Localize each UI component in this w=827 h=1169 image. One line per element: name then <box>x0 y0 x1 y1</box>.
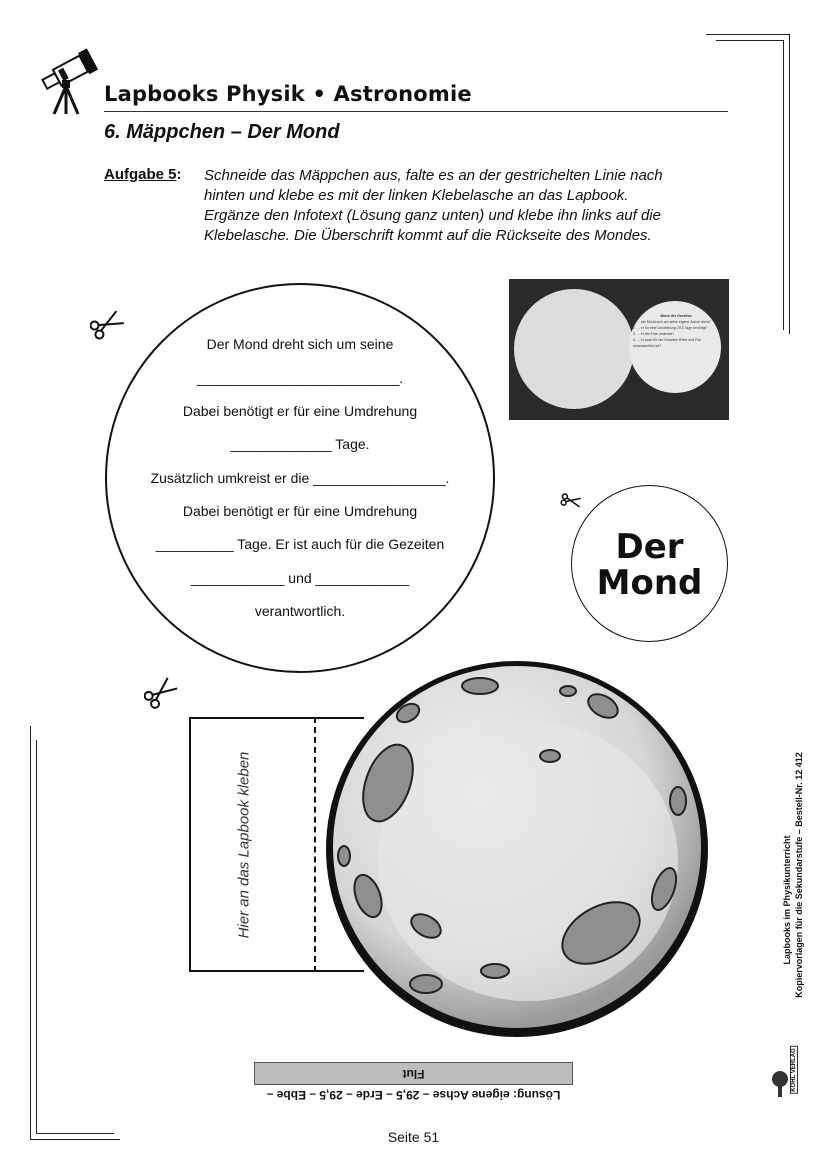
photo-card-line: 1. ... der Mond sich um seine eigene Achse dreht? <box>633 320 711 324</box>
example-photo <box>509 279 729 420</box>
info-line: Der Mond dreht sich um seine <box>206 336 394 352</box>
photo-card-line: 4. ... er auch für die Gezeiten Ebbe und Flut verantwortlich ist? <box>633 338 701 348</box>
glue-tab-label: Hier an das Lapbook kleben <box>235 751 253 939</box>
frame-line-left-inner <box>36 740 37 1134</box>
info-line: verantwortlich. <box>254 603 346 619</box>
publisher-logo <box>770 1040 800 1100</box>
frame-line-top <box>706 34 790 35</box>
solution-box <box>254 1062 573 1102</box>
scissors-icon <box>144 676 180 712</box>
title-line-2: Mond <box>596 563 703 603</box>
info-line: Zusätzlich umkreist er die _________________. <box>150 470 450 486</box>
task-line: hinten und klebe es mit der linken Klebelasche an das Lapbook. <box>204 187 629 204</box>
header-rule <box>104 111 728 112</box>
fold-line <box>314 717 316 972</box>
frame-line-left <box>30 726 31 1140</box>
photo-card-line: 2. ... er für eine Umdrehung 29,5 Tage benötigt? <box>633 326 708 330</box>
info-line: ____________ und ____________ <box>190 570 409 586</box>
info-line: _____________ Tage. <box>230 436 370 452</box>
frame-line-top-inner <box>716 40 784 41</box>
telescope-icon <box>36 48 104 116</box>
scissors-icon <box>560 491 582 513</box>
info-line: __________ Tage. Er ist auch für die Gezeiten <box>155 536 445 552</box>
title-line-1: Der <box>615 527 684 567</box>
info-line: __________________________. <box>196 370 404 386</box>
info-line: Dabei benötigt er für eine Umdrehung <box>182 403 418 419</box>
header-title: Lapbooks Physik • Astronomie <box>104 82 472 106</box>
side-credit-line: Kopiervorlagen für die Sekundarstufe – Bestell-Nr. 12 412 <box>794 752 804 998</box>
info-line: Dabei benötigt er für eine Umdrehung <box>182 503 418 519</box>
photo-moon-disc <box>514 289 634 409</box>
solution-text: Lösung: eigene Achse – 29,5 – Erde – 29,5 – Ebbe – Flut <box>266 1067 561 1102</box>
task-label-colon: : <box>176 166 182 183</box>
task-line: Schneide das Mäppchen aus, falte es an der gestrichelten Linie nach <box>204 167 663 184</box>
task-line: Ergänze den Infotext (Lösung ganz unten) und klebe ihn links auf die <box>204 207 661 224</box>
task-instructions <box>204 166 729 246</box>
page-number: Seite 51 <box>387 1129 440 1145</box>
photo-card-text <box>633 313 719 349</box>
task-label-text: Aufgabe 5 <box>104 166 177 183</box>
side-credit-line: Lapbooks im Physikunterricht <box>782 835 792 965</box>
photo-card-line: 3. ... er die Erde umkreist? <box>633 332 675 336</box>
publisher-name: KOHL VERLAG <box>791 1048 797 1092</box>
frame-line-right-inner <box>783 40 784 330</box>
section-title: 6. Mäppchen – Der Mond <box>104 121 340 143</box>
task-label <box>104 166 182 183</box>
photo-card-line: Mond der Gezeiten <box>660 314 692 318</box>
moon-illustration <box>318 661 710 1041</box>
frame-line-right <box>789 34 790 334</box>
tree-icon <box>770 1070 790 1098</box>
task-line: Klebelasche. Die Überschrift kommt auf die Rückseite des Mondes. <box>204 227 652 244</box>
